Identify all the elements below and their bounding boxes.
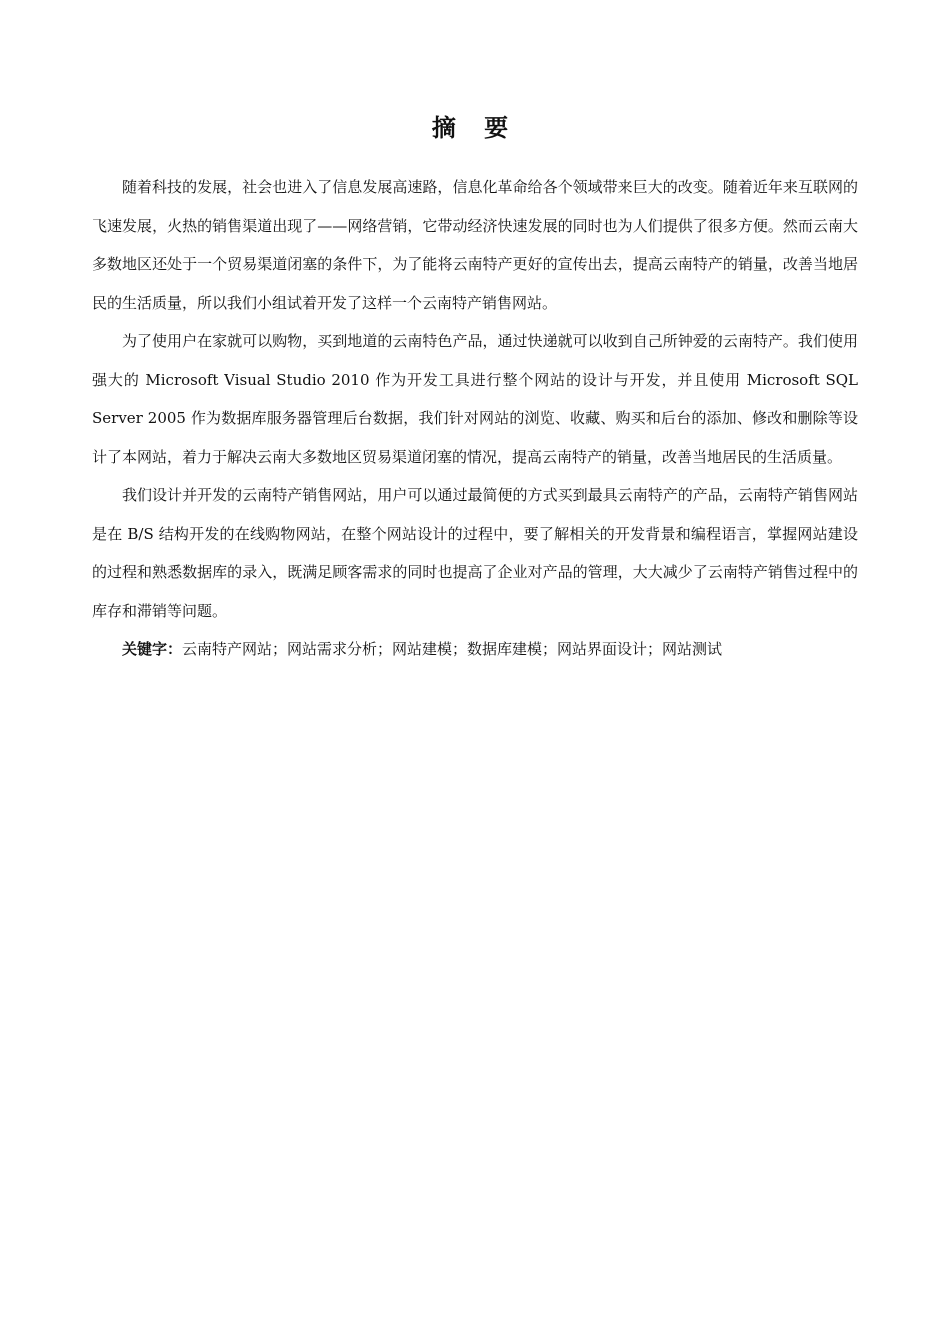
abstract-paragraph-2: 为了使用户在家就可以购物，买到地道的云南特色产品，通过快递就可以收到自己所钟爱的云南特产。我们使用强大的 Microsoft Visual Studio 2010 作为开发工具进行整个网站的设计与开发，并且使用 Microsoft SQL Server 2005 作为数据库服务器管理后台数据，我们针对网站的浏览、收藏、购买和后台的添加、修改和删除等设计了本网站，着力于解决云南大多数地区贸易渠道闭塞的情况，提高云南特产的销量，改善当地居民的生活质量。 xyxy=(92,332,858,466)
keywords-label: 关键字： xyxy=(122,640,183,658)
abstract-paragraph-1: 随着科技的发展，社会也进入了信息发展高速路，信息化革命给各个领域带来巨大的改变。随着近年来互联网的飞速发展，火热的销售渠道出现了——网络营销，它带动经济快速发展的同时也为人们提供了很多方便。然而云南大多数地区还处于一个贸易渠道闭塞的条件下，为了能将云南特产更好的宣传出去，提高云南特产的销量，改善当地居民的生活质量，所以我们小组试着开发了这样一个云南特产销售网站。 xyxy=(92,178,858,312)
keywords-text: 云南特产网站；网站需求分析；网站建模；数据库建模；网站界面设计；网站测试 xyxy=(182,640,723,658)
abstract-paragraph-3: 我们设计并开发的云南特产销售网站，用户可以通过最简便的方式买到最具云南特产的产品，云南特产销售网站是在 B/S 结构开发的在线购物网站，在整个网站设计的过程中，要了解相关的开发背景和编程语言，掌握网站建设的过程和熟悉数据库的录入，既满足顾客需求的同时也提高了企业对产品的管理，大大减少了云南特产销售过程中的库存和滞销等问题。 xyxy=(92,486,858,620)
keywords-line xyxy=(92,630,858,669)
document-page xyxy=(92,108,858,669)
page-title: 摘 要 xyxy=(431,113,519,142)
